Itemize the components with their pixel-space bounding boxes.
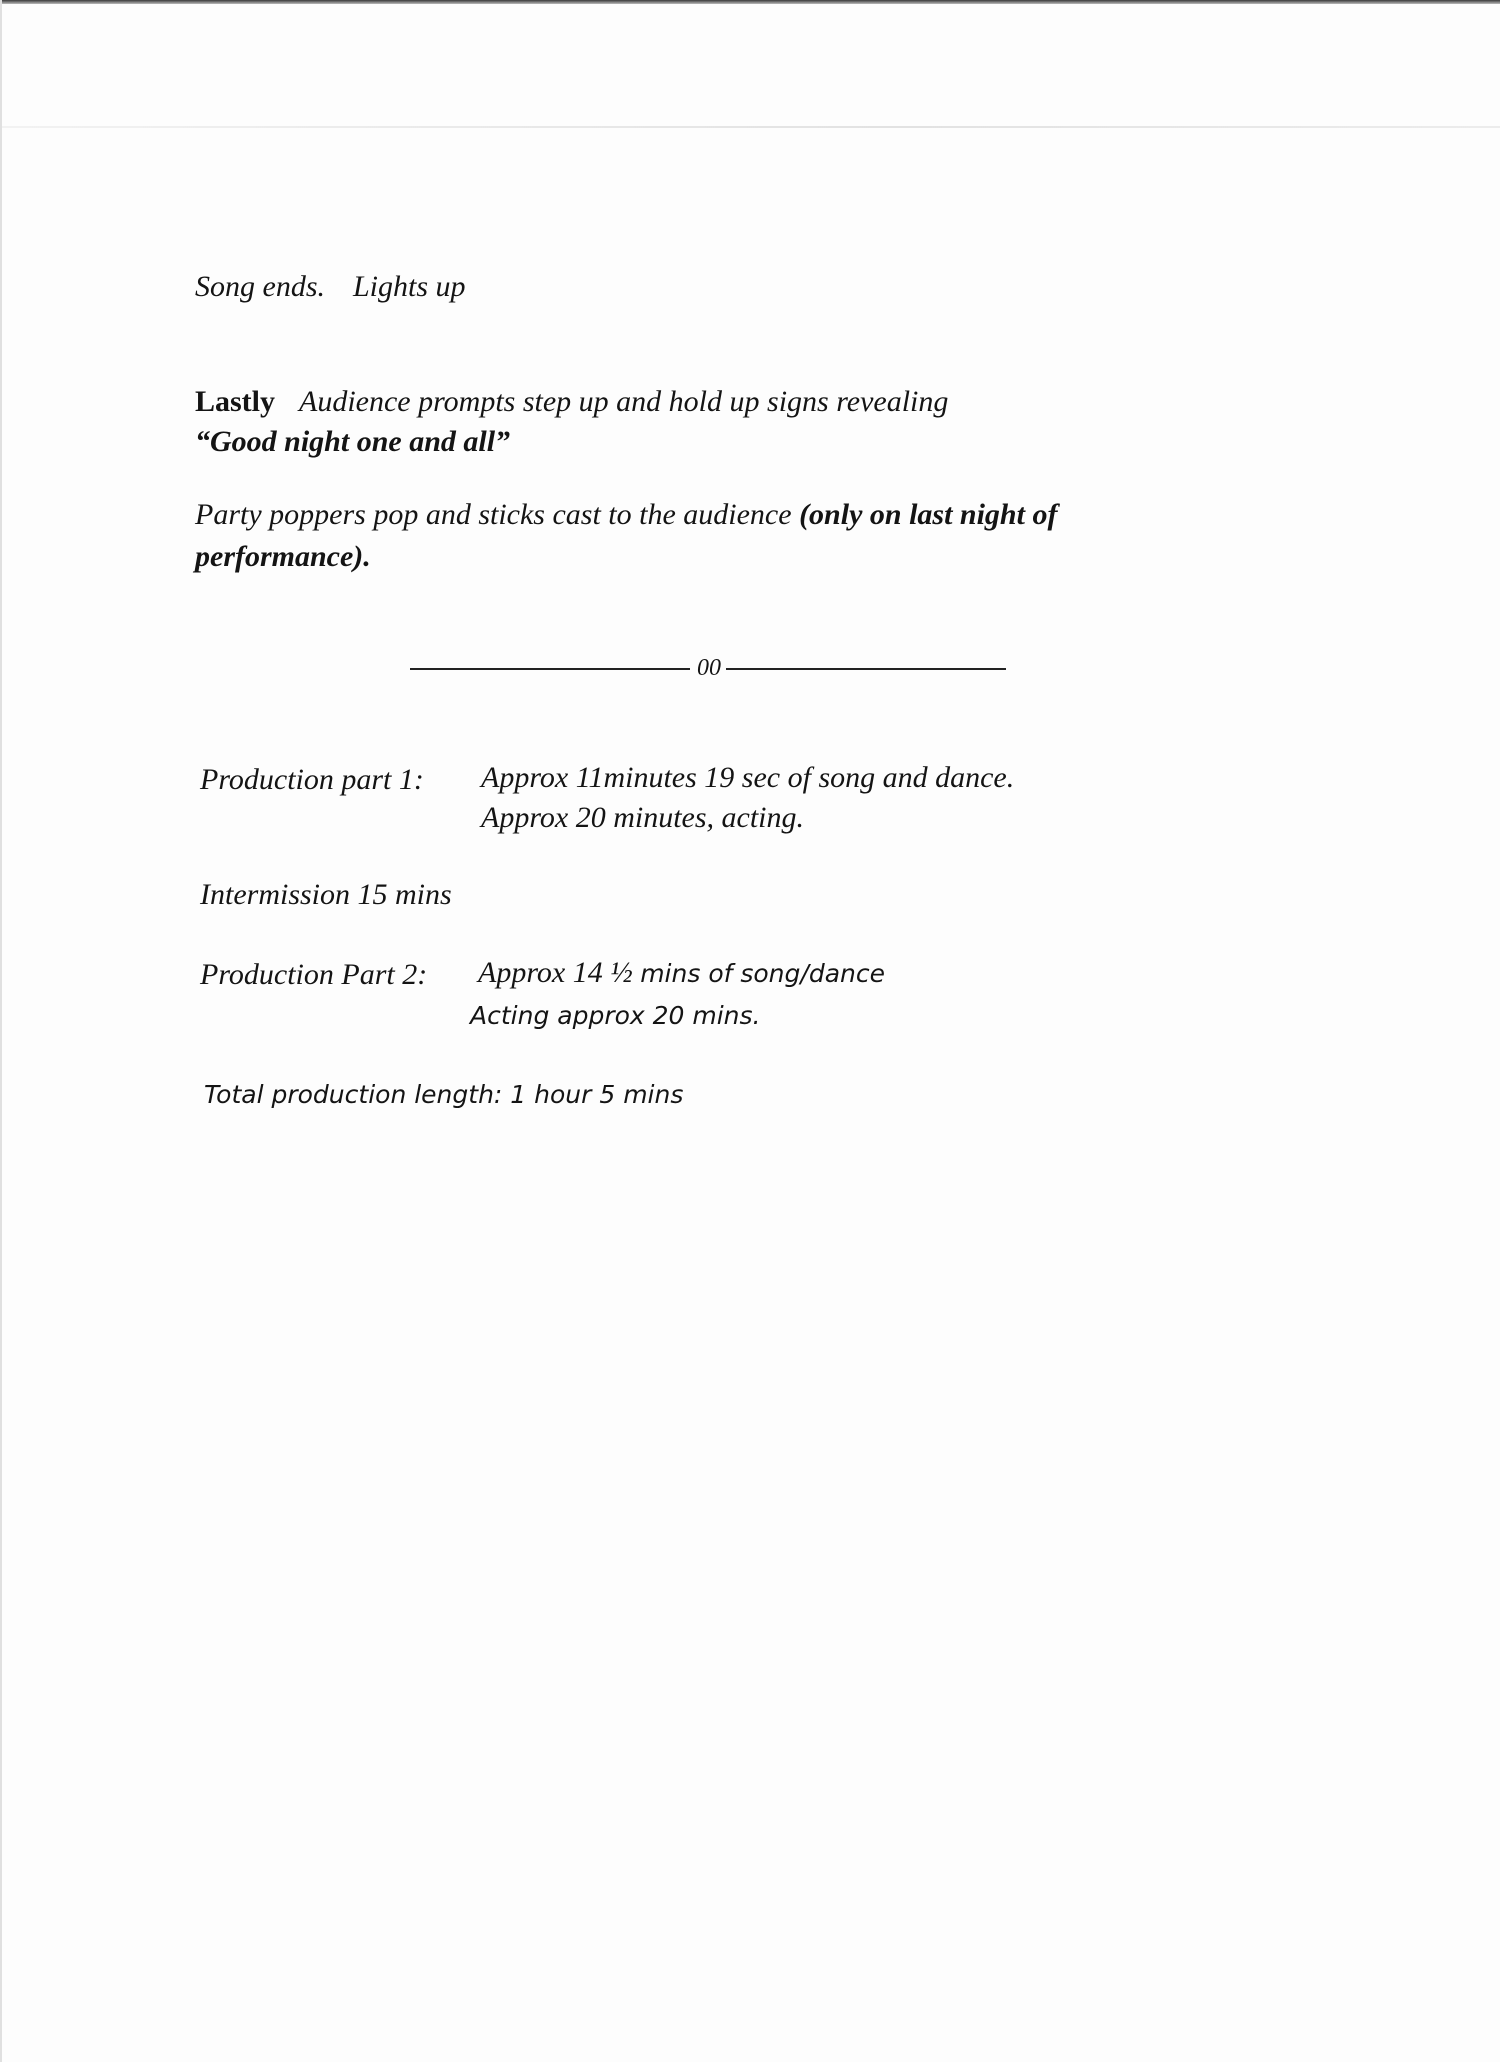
part2-song-dance-amount: Approx 14 ½: [478, 956, 633, 989]
stage-direction-line: [195, 272, 466, 302]
total-length: Total production length: 1 hour 5 mins: [204, 1080, 684, 1109]
part1-acting: Approx 20 minutes, acting.: [481, 801, 805, 834]
separator-rule-left: [410, 668, 690, 670]
closing-sign-quote: “Good night one and all”: [195, 425, 511, 458]
separator-mark: 00: [697, 655, 721, 681]
part2-acting: Acting approx 20 mins.: [470, 1001, 761, 1030]
lastly-line: [195, 387, 948, 417]
part2-label: Production Part 2:: [200, 958, 428, 991]
part2-song-dance: [478, 958, 885, 988]
song-ends-text: Song ends.: [195, 270, 325, 303]
part2-song-dance-unit: mins of song/dance: [640, 959, 885, 988]
party-poppers-line: [195, 500, 1057, 530]
intermission-text: Intermission 15 mins: [200, 878, 452, 911]
part1-label: Production part 1:: [200, 763, 424, 796]
scan-top-edge: [0, 0, 1500, 4]
part1-song-dance: Approx 11minutes 19 sec of song and dance.: [481, 761, 1015, 794]
lastly-text: Audience prompts step up and hold up signs revealing: [299, 385, 949, 418]
separator-rule-right: [726, 668, 1006, 670]
party-poppers-text: Party poppers pop and sticks cast to the audience: [195, 498, 792, 531]
performance-note: performance).: [195, 540, 371, 573]
lastly-label: Lastly: [195, 385, 276, 418]
scan-left-edge: [0, 0, 2, 2062]
last-night-note: (only on last night of: [799, 498, 1058, 531]
scan-fold-line: [0, 126, 1500, 128]
lights-up-text: Lights up: [353, 270, 466, 303]
